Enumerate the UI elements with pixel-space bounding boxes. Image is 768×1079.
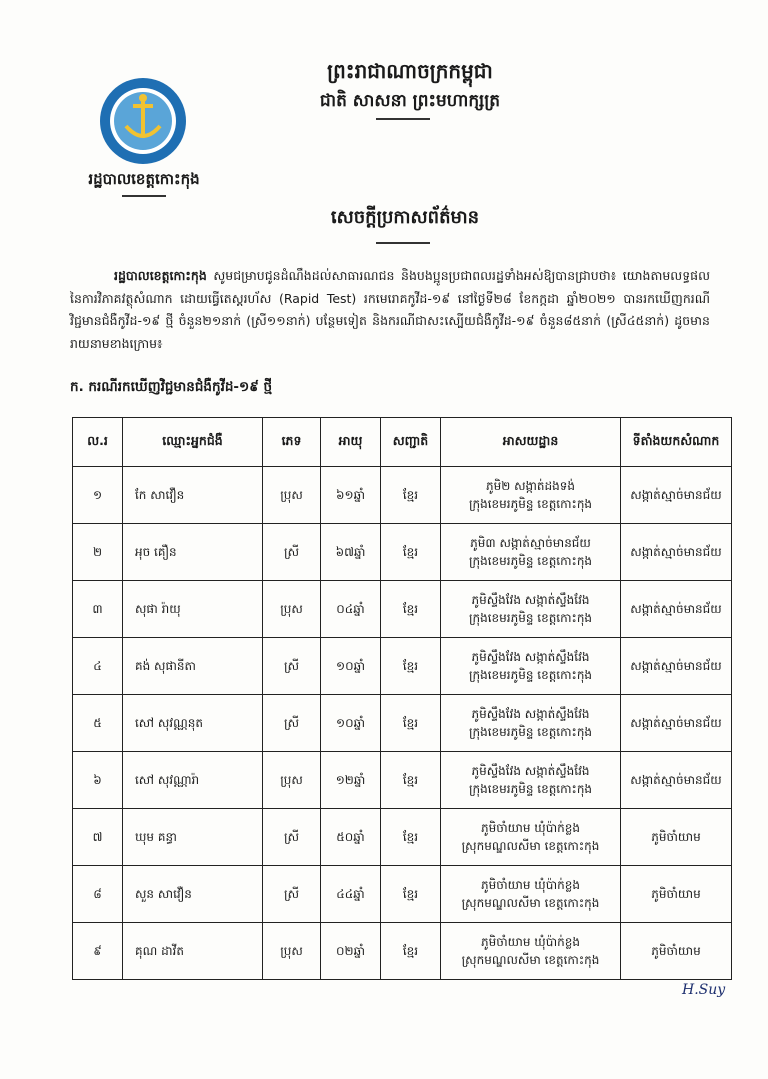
- cell-nationality: ខ្មែរ: [381, 638, 441, 695]
- cell-number: ៣: [73, 581, 123, 638]
- announcement-body: [70, 265, 710, 355]
- cell-name: សៅ សុវណ្ណនុត: [123, 695, 263, 752]
- section-heading: ក. ករណីរកឃើញវិជ្ជមានជំងឺកូវីដ-១៩ ថ្មី: [70, 379, 273, 395]
- cell-number: ៦: [73, 752, 123, 809]
- cell-nationality: ខ្មែរ: [381, 923, 441, 980]
- address-line: ភូមិស្ទឹងវែង សង្កាត់ស្ទឹងវែង: [471, 593, 590, 607]
- body-lead: រដ្ឋបាលខេត្តកោះកុង: [114, 268, 207, 283]
- table-row: [73, 752, 732, 809]
- cell-sample-location: សង្កាត់ស្មាច់មានជ័យ: [621, 467, 732, 524]
- cases-table: [72, 417, 732, 980]
- title-ornament: [376, 242, 430, 244]
- cell-address: [441, 752, 621, 809]
- address-line: ភូមិស្ទឹងវែង សង្កាត់ស្ទឹងវែង: [471, 707, 590, 721]
- document-title: សេចក្តីប្រកាសព័ត៌មាន: [330, 207, 480, 228]
- cell-age: ១២ឆ្នាំ: [321, 752, 381, 809]
- cell-sex: ស្រី: [263, 809, 321, 866]
- col-header-name: ឈ្មោះអ្នកជំងឺ: [123, 418, 263, 467]
- cell-sex: ប្រុស: [263, 752, 321, 809]
- cell-sex: ប្រុស: [263, 581, 321, 638]
- cell-address: [441, 923, 621, 980]
- cell-name: ឃុម គន្ធា: [123, 809, 263, 866]
- cell-age: ៥០ឆ្នាំ: [321, 809, 381, 866]
- cell-age: ០២ឆ្នាំ: [321, 923, 381, 980]
- address-line: ក្រុងខេមរភូមិន្ទ ខេត្តកោះកុង: [468, 725, 593, 739]
- cell-name: សៅ សុវណ្ណារ៉ា: [123, 752, 263, 809]
- cell-address: [441, 695, 621, 752]
- address-line: ក្រុងខេមរភូមិន្ទ ខេត្តកោះកុង: [468, 611, 593, 625]
- authority-underline: [122, 195, 166, 197]
- cell-sample-location: សង្កាត់ស្មាច់មានជ័យ: [621, 695, 732, 752]
- col-header-sample-location: ទីតាំងយកសំណាក: [621, 418, 732, 467]
- cell-address: [441, 467, 621, 524]
- table-header-row: [73, 418, 732, 467]
- cell-age: ៦១ឆ្នាំ: [321, 467, 381, 524]
- cell-age: ០៤ឆ្នាំ: [321, 581, 381, 638]
- table-row: [73, 866, 732, 923]
- col-header-address: អាសយដ្ឋាន: [441, 418, 621, 467]
- cell-name: កែ សាវឿន: [123, 467, 263, 524]
- col-header-number: ល.រ: [73, 418, 123, 467]
- cell-name: សួន សាវឿន: [123, 866, 263, 923]
- table-row: [73, 638, 732, 695]
- address-line: ភូមិ៣ សង្កាត់ស្មាច់មានជ័យ: [470, 536, 591, 550]
- table-row: [73, 923, 732, 980]
- address-line: ស្រុកមណ្ឌលសីមា ខេត្តកោះកុង: [461, 839, 600, 853]
- table-row: [73, 581, 732, 638]
- cell-age: ១០ឆ្នាំ: [321, 638, 381, 695]
- cell-nationality: ខ្មែរ: [381, 866, 441, 923]
- cell-nationality: ខ្មែរ: [381, 752, 441, 809]
- cell-sample-location: ភូមិចាំយាម: [621, 866, 732, 923]
- cell-number: ២: [73, 524, 123, 581]
- body-text: សូមជម្រាបជូនដំណឹងដល់សាធារណជន និងបងប្អូនប្រជាពលរដ្ឋទាំងអស់ឱ្យបានជ្រាបថា៖ យោងតាមលទ្ធផលនៃការវិភាគវត្ថុសំណាក ដោយធ្វើតេស្តរហ័ស (Rapid Test) រកមេរោគកូវីដ-១៩ នៅថ្ងៃទី២៨ ខែកក្កដា ឆ្នាំ២០២១ បានរកឃើញករណីវិជ្ជមានជំងឺកូវីដ-១៩ ថ្មី ចំនួន២១នាក់ (ស្រី១១នាក់) បន្ថែមទៀត និងករណីជាសះស្បើយជំងឺកូវីដ-១៩ ចំនួន៨៥នាក់ (ស្រី៤៥នាក់) ដូចមានរាយនាមខាងក្រោម៖: [70, 268, 710, 351]
- address-line: ភូមិចាំយាម ឃុំប៉ាក់ខ្លង: [480, 878, 581, 892]
- cell-sample-location: ភូមិចាំយាម: [621, 809, 732, 866]
- cell-number: ៩: [73, 923, 123, 980]
- address-line: ភូមិចាំយាម ឃុំប៉ាក់ខ្លង: [480, 935, 581, 949]
- col-header-age: អាយុ: [321, 418, 381, 467]
- address-line: ក្រុងខេមរភូមិន្ទ ខេត្តកោះកុង: [468, 668, 593, 682]
- cell-address: [441, 809, 621, 866]
- address-line: ភូមិស្ទឹងវែង សង្កាត់ស្ទឹងវែង: [471, 764, 590, 778]
- table-row: [73, 809, 732, 866]
- cell-number: ១: [73, 467, 123, 524]
- cell-age: ១០ឆ្នាំ: [321, 695, 381, 752]
- anchor-seal-icon: [96, 76, 190, 166]
- cell-nationality: ខ្មែរ: [381, 581, 441, 638]
- cell-address: [441, 581, 621, 638]
- cell-sex: ស្រី: [263, 866, 321, 923]
- cell-age: ៦៧ឆ្នាំ: [321, 524, 381, 581]
- header-ornament: [376, 118, 430, 120]
- cell-sex: ស្រី: [263, 638, 321, 695]
- cell-number: ៨: [73, 866, 123, 923]
- address-line: ក្រុងខេមរភូមិន្ទ ខេត្តកោះកុង: [468, 782, 593, 796]
- cell-number: ៤: [73, 638, 123, 695]
- table-row: [73, 524, 732, 581]
- cell-sample-location: សង្កាត់ស្មាច់មានជ័យ: [621, 581, 732, 638]
- initial-signature: H.Suy: [682, 982, 726, 998]
- address-line: ភូមិស្ទឹងវែង សង្កាត់ស្ទឹងវែង: [471, 650, 590, 664]
- address-line: ស្រុកមណ្ឌលសីមា ខេត្តកោះកុង: [461, 953, 600, 967]
- cell-nationality: ខ្មែរ: [381, 467, 441, 524]
- cell-nationality: ខ្មែរ: [381, 524, 441, 581]
- cell-sex: ស្រី: [263, 695, 321, 752]
- national-motto: ជាតិ សាសនា ព្រះមហាក្សត្រ: [319, 91, 501, 111]
- address-line: ស្រុកមណ្ឌលសីមា ខេត្តកោះកុង: [461, 896, 600, 910]
- cell-name: សុផា រ៉ាយុ: [123, 581, 263, 638]
- table-row: [73, 695, 732, 752]
- cell-number: ៥: [73, 695, 123, 752]
- col-header-sex: ភេទ: [263, 418, 321, 467]
- cell-sex: ប្រុស: [263, 467, 321, 524]
- cell-number: ៧: [73, 809, 123, 866]
- authority-name: រដ្ឋបាលខេត្តកោះកុង: [88, 170, 200, 188]
- col-header-nationality: សញ្ជាតិ: [381, 418, 441, 467]
- cell-age: ៤៤ឆ្នាំ: [321, 866, 381, 923]
- cell-nationality: ខ្មែរ: [381, 809, 441, 866]
- table-row: [73, 467, 732, 524]
- address-line: ក្រុងខេមរភូមិន្ទ ខេត្តកោះកុង: [468, 497, 593, 511]
- cell-sample-location: សង្កាត់ស្មាច់មានជ័យ: [621, 638, 732, 695]
- address-line: ភូមិចាំយាម ឃុំប៉ាក់ខ្លង: [480, 821, 581, 835]
- cell-address: [441, 638, 621, 695]
- cell-sample-location: ភូមិចាំយាម: [621, 923, 732, 980]
- cell-nationality: ខ្មែរ: [381, 695, 441, 752]
- cell-sample-location: សង្កាត់ស្មាច់មានជ័យ: [621, 752, 732, 809]
- cell-sample-location: សង្កាត់ស្មាច់មានជ័យ: [621, 524, 732, 581]
- kingdom-heading: ព្រះរាជាណាចក្រកម្ពុជា: [327, 59, 493, 83]
- cell-address: [441, 866, 621, 923]
- cell-address: [441, 524, 621, 581]
- cell-sex: ស្រី: [263, 524, 321, 581]
- cell-sex: ប្រុស: [263, 923, 321, 980]
- cell-name: គង់ សុផានីតា: [123, 638, 263, 695]
- cell-name: គុណ ដាវីត: [123, 923, 263, 980]
- cell-name: អុច គឿន: [123, 524, 263, 581]
- address-line: ក្រុងខេមរភូមិន្ទ ខេត្តកោះកុង: [468, 554, 593, 568]
- address-line: ភូមិ២ សង្កាត់ដងទង់: [485, 479, 576, 493]
